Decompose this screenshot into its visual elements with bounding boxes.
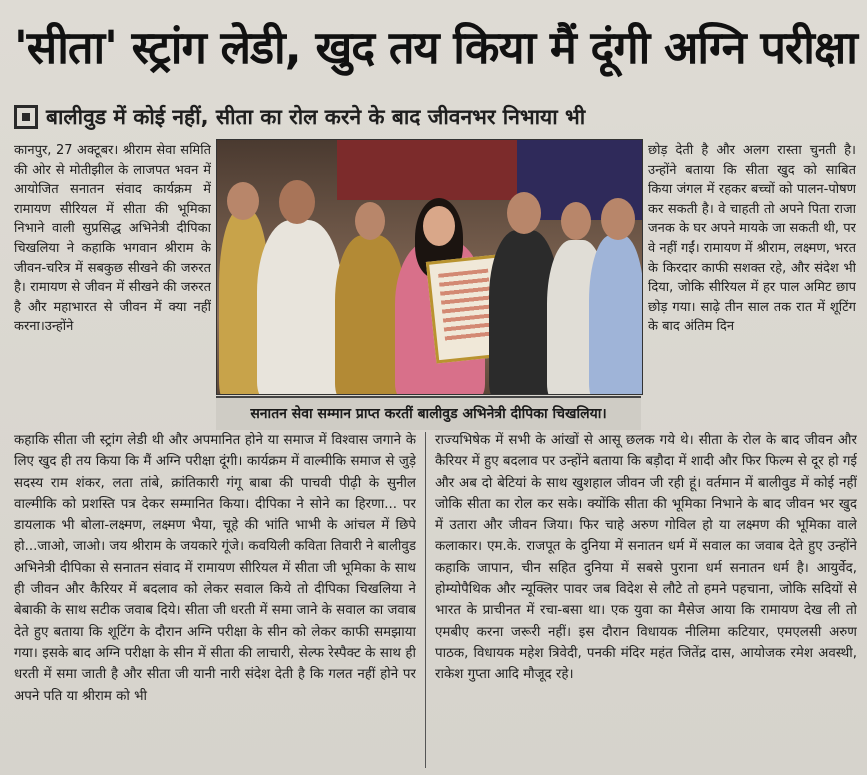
column-divider (425, 432, 426, 768)
photo-caption: सनातन सेवा सम्मान प्राप्त करतीं बालीवुड अभिनेत्री दीपिका चिखलिया। (216, 396, 641, 430)
article-column-bottom-left: कहाकि सीता जी स्ट्रांग लेडी थी और अपमानित होने या समाज में विश्वास जगाने के लिए खुद ही तय किया कि मैं अग्नि परीक्षा दूंगी। कार्यक्रम में वाल्मीकि समाज से जुड़े सदस्य राम शंकर, लता तांबे, क्रांतिकारी गंगू बाबा की पाचवी पीढ़ी के सुनील वाल्मीकि को प्रशस्ति पत्र देकर सम्मानित किया। दीपिका ने सोने का हिरणा... पर डायलाक भी बोला-लक्ष्मण, लक्ष्मण भैया, चूहे की भांति भाभी के आंचल में छिपे हो...जाओ, जाओ। जय श्रीराम के जयकारे गूंजे। कवयिली कविता तिवारी ने बालीवुड अभिनेत्री दीपिका से सनातन संवाद में रामायण सीरियल में सीता जी भूमिका के साथ ही जीवन और कैरियर में बदलाव को लेकर सवाल किये तो दीपिका चिखलिया ने बेबाकी के साथ सटीक जवाब दिये। सीता जी धरती में समा जाने के सवाल का जवाब देते हुए बताया कि शूटिंग के दौरान अग्नि परीक्षा के सीन को लेकर काफी समझाया गया। इसके बाद अग्नि परीक्षा के सीन में सीता की लाचारी, सेल्फ रेस्पैक्ट के साथ ही धरती में समा जाती है और सीता जी यानी नारी संदेश देती है कि गलत नहीं होने पर अपने पति या श्रीराम को भी (14, 433, 416, 704)
person-head (507, 192, 541, 234)
headline: 'सीता' स्ट्रांग लेडी, खुद तय किया मैं दूंगी अग्नि परीक्षा (14, 21, 857, 74)
person-head (601, 198, 635, 240)
event-photo (216, 139, 643, 395)
person-head (279, 180, 315, 224)
person-head (423, 206, 455, 246)
person-head (561, 202, 591, 240)
person-head (227, 182, 259, 220)
article-column-left: कानपुर, 27 अक्टूबर। श्रीराम सेवा समिति की ओर से मोतीझील के लाजपत भवन में आयोजित सनातन संवाद कार्यक्रम में रामायण सीरियल में सीता की भूमिका निभाने वाली सुप्रसिद्ध अभिनेत्री दीपिका चिखलिया ने कहाकि भगवान श्रीराम के जीवन-चरित्र में सबकुछ सीखने की जरुरत है। रामायण से जीवन में सीखने की जरुरत है और महाभारत से जीवन में क्या नहीं करना।उन्होंने (14, 143, 211, 335)
photo-backdrop-banner (337, 140, 517, 200)
article-column-right: छोड़ देती है और अलग रास्ता चुनती है। उन्होंने बताया कि सीता खुद को साबित किया जंगल में रहकर बच्चों को पालन-पोषण कर सकती है। वे चाहती तो अपने पिता राजा जनक के घर अपने मायके जा सकती थी, पर वे नहीं गईं। रामायण में श्रीराम, लक्ष्मण, भरत के किरदार काफी सशक्त रहे, और संदेश भी दिया, जोकि सीरियल में हर पाल अमिट छाप छोड़ गया। साढ़े तीन साल तक रात में शूटिंग के बाद अंतिम दिन (648, 143, 856, 335)
person-figure (257, 220, 342, 395)
person-figure (589, 235, 643, 395)
article-column-bottom-right: राज्यभिषेक में सभी के आंखों से आसू छलक गये थे। सीता के रोल के बाद जीवन और कैरियर में हुए बदलाव पर उन्होंने बताया कि बड़ौदा में शादी और फिर फिल्म से दूर हो गई और अब दो बेटियां के साथ खुशहाल जीवन जी रही हूं। वर्तमान में बालीवुड में कोई नहीं जोकि सीता का रोल कर सके। क्योंकि सीता की भूमिका निभाने के बाद जीवन भर खुद में उतारा और जीवन जिया। फिर चाहे अरुण गोविल हो या लक्ष्मण की भूमिका वाले कलाकार। एम.के. राजपूत के दुनिया में सनातन धर्म में सवाल का जवाब देते हुए उन्होंने कहाकि जापान, चीन सहित दुनिया में सबसे पुराना धर्म सनातन धर्म है। आयुर्वेद, होम्योपैथिक और न्यूक्लिर पावर जब विदेश से लौटे तो हमने पहचाना, जोकि सदियों से भारत के प्राचीनत में रचा-बसा था। एक युवा का मैसेज आया कि रामायण देख ली तो एमबीए करना जरूरी नहीं। इस दौरान विधायक नीलिमा कटियार, एमएलसी अरुण पाठक, विधायक महेश त्रिवेदी, पनकी मंदिर महंत जितेंद्र दास, आयोजक रमेश अवस्थी, राकेश गुप्ता आदि मौजूद रहे। (435, 433, 857, 683)
subheadline: बालीवुड में कोई नहीं, सीता का रोल करने के बाद जीवनभर निभाया भी (46, 105, 586, 129)
subheadline-row (14, 97, 859, 137)
square-bullet-icon (14, 105, 38, 129)
person-head (355, 202, 385, 240)
